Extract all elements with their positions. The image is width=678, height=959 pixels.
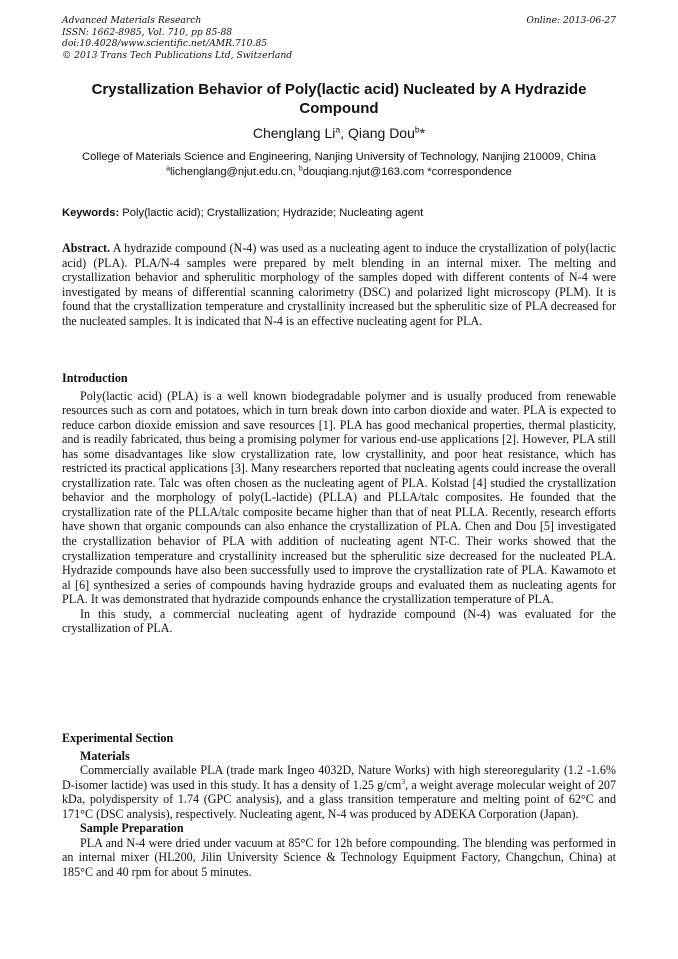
- paper-title: Crystallization Behavior of Poly(lactic acid) Nucleated by A Hydrazide Compound: [91, 81, 587, 117]
- section-heading: Experimental Section: [62, 731, 174, 745]
- email-line: [62, 165, 616, 180]
- paragraph-text: , a weight average molecular weight of 207 kDa, polydispersity of 1.74 (GPC analysis), and a glass transition temperature and melting point of 62°C and 171°C (DSC analysis), respectively. Nucleating agent, N-4 was produced by ADEKA Corporation (Japan).: [62, 777, 616, 821]
- abstract: [62, 241, 616, 328]
- paragraph: PLA and N-4 were dried under vacuum at 85°C for 12h before compounding. The blending was performed in an internal mixer (HL200, Jilin University Science & Technology Equipment Factory, Changchun, China) at 185°C and 40 rpm for about 5 minutes.: [62, 835, 616, 879]
- paragraph-text: Commercially available PLA (trade mark Ingeo 4032D, Nature Works) with high stereoregularity (1.2 -1.6% D-isomer lactide) was used in this study. It has a density of 1.25 g/cm: [62, 763, 616, 792]
- email-superscript: a: [166, 164, 170, 172]
- author-superscript: b: [414, 124, 420, 135]
- author-superscript: a: [335, 124, 341, 135]
- author-line: [62, 124, 616, 142]
- email-superscript: b: [298, 164, 303, 172]
- author-name: Chenglang Li: [252, 125, 336, 141]
- author-name: Qiang Dou: [347, 125, 415, 141]
- email-a: lichenglang@njut.edu.cn,: [169, 165, 299, 178]
- institution: College of Materials Science and Engineering, Nanjing University of Technology, Nanjing 210009, China: [82, 151, 596, 163]
- issn-line: ISSN: 1662-8985, Vol. 710, pp 85-88: [62, 26, 233, 38]
- paragraph: In this study, a commercial nucleating agent of hydrazide compound (N-4) was evaluated for the crystallization of PLA.: [62, 606, 616, 636]
- paragraph: Poly(lactic acid) (PLA) is a well known biodegradable polymer and is usually produced from renewable resources such as corn and potatoes, which in turn break down into carbon dioxide and water. PLA is expected to reduce carbon dioxide emission and save resources [1]. PLA has good mechanical properties, thermal plasticity, and is readily fabricated, thus being a promising polymer for various end-use applications [2]. However, PLA still has some disadvantages like slow crystallization rate, low crystallinity, and poor heat resistance, which has restricted its practical applications [3]. Many researchers reported that nucleating agents could increase the overall crystallization rate. Talc was often chosen as the nucleating agent of PLA. Kolstad [4] studied the crystallization behavior and the morphology of poly(L-lactide) (PLLA) and PLLA/talc composites. He founded that the crystallization rate of the PLLA/talc composite became higher than that of neat PLLA. Recently, research efforts have shown that organic compounds can also enhance the crystallization of PLA. Chen and Dou [5] investigated the crystallization behavior of PLA with addition of nucleating agent NT-C. Their works showed that the crystallization temperature and crystallinity increased but the spherulitic size decreased for the nucleated PLA. Hydrazide compounds have also been successfully used to improve the crystallization rate of PLA. Kawamoto et al [6] synthesized a series of compounds having hydrazide groups and evaluated them as nucleating agents for PLA. It was demonstrated that hydrazide compounds enhance the crystallization temperature of PLA.: [62, 388, 616, 607]
- email-b: douqiang.njut@163.com *correspondence: [302, 165, 512, 178]
- copyright-line: © 2013 Trans Tech Publications Ltd, Switzerland: [62, 49, 293, 61]
- abstract-label: Abstract.: [62, 241, 111, 255]
- keywords: [62, 206, 616, 220]
- abstract-text: A hydrazide compound (N-4) was used as a nucleating agent to induce the crystallization of poly(lactic acid) (PLA). PLA/N-4 samples were prepared by melt blending in an internal mixer. The melting and crystallization behavior and spherulitic morphology of the samples doped with different contents of N-4 were investigated by means of differential scanning calorimetry (DSC) and polarized light microscopy (PLM). It is found that the crystallization temperature and crystallinity increased but the spherulitic size of PLA decreased for the nucleated samples. It is indicated that N-4 is an effective nucleating agent for PLA.: [62, 241, 616, 328]
- subsection-heading: Sample Preparation: [80, 821, 184, 836]
- doi-line: doi:10.4028/www.scientific.net/AMR.710.85: [62, 38, 268, 49]
- experimental-section: [62, 731, 616, 879]
- corresponding-mark: *: [419, 125, 426, 141]
- author-separator: ,: [340, 125, 348, 141]
- keywords-text: Poly(lactic acid); Crystallization; Hydrazide; Nucleating agent: [119, 207, 424, 219]
- journal-name: Advanced Materials Research: [62, 15, 202, 26]
- online-date: Online: 2013-06-27: [526, 15, 616, 26]
- superscript: 3: [401, 776, 406, 786]
- introduction-section: [62, 371, 616, 636]
- subsection-heading: Materials: [80, 748, 130, 763]
- keywords-label: Keywords:: [62, 207, 120, 219]
- journal-header: [62, 15, 616, 61]
- section-heading: Introduction: [62, 371, 128, 385]
- affiliation: [62, 150, 616, 179]
- paragraph: [62, 763, 616, 821]
